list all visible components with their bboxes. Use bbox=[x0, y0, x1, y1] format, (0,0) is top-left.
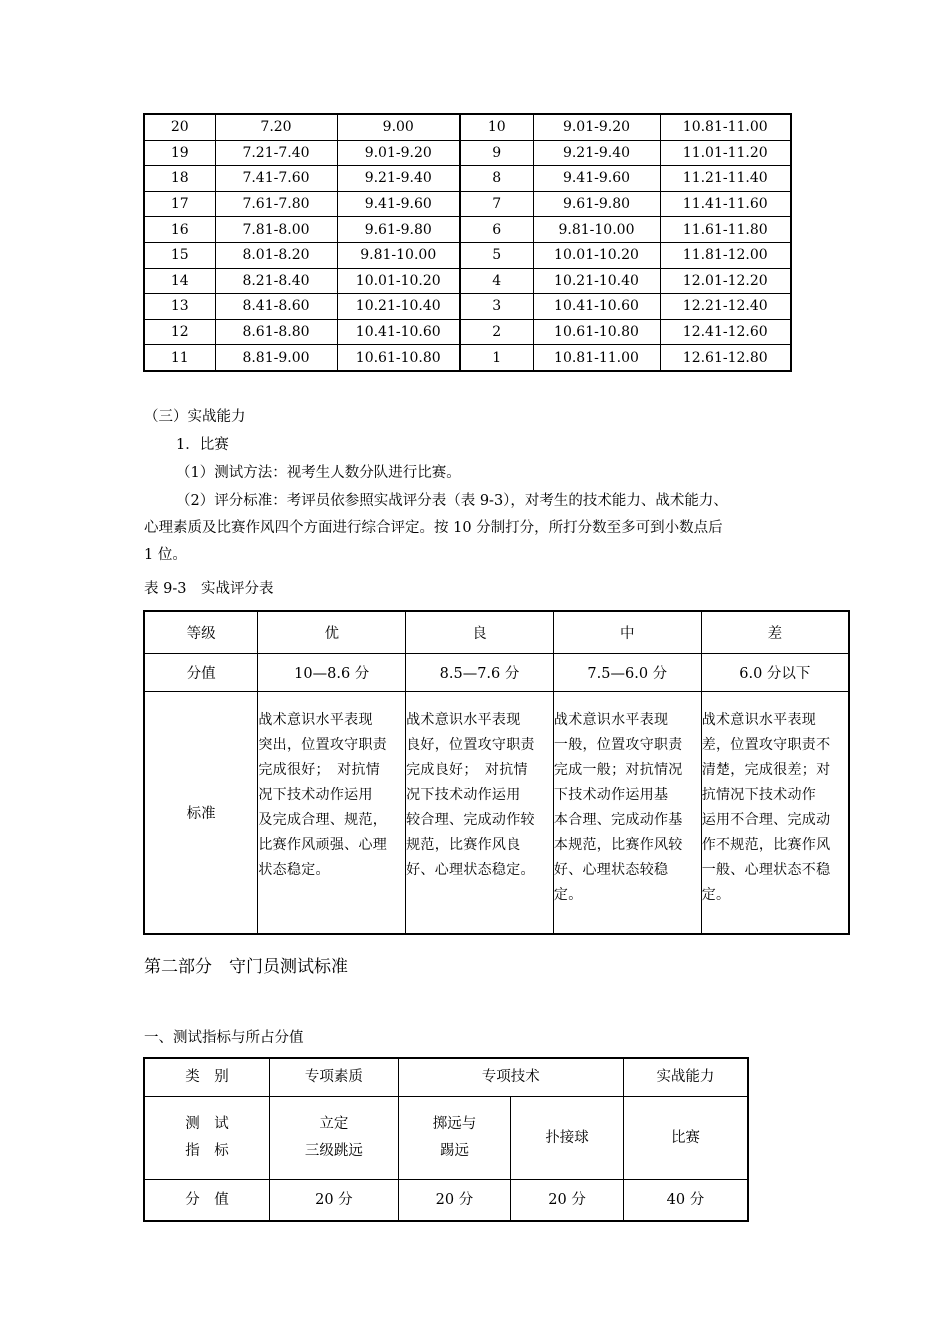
score-cell: 12.01-12.20 bbox=[660, 268, 791, 294]
standard-good bbox=[406, 692, 554, 935]
standard-line: 战术意识水平表现 bbox=[406, 712, 521, 728]
standard-line: 一般，位置攻守职责 bbox=[553, 737, 683, 753]
test-method: （1）测试方法：视考生人数分队进行比赛。 bbox=[176, 465, 461, 481]
standard-line: 运用不合理、完成动 bbox=[701, 812, 831, 828]
score-cell: 10.41-10.60 bbox=[337, 319, 460, 345]
gk-row-indicators bbox=[144, 1097, 748, 1180]
score-cell: 18 bbox=[144, 166, 215, 192]
throw-kick-cell bbox=[398, 1097, 511, 1180]
score-cell: 5 bbox=[460, 242, 533, 268]
throw-kick-line-1: 掷远与 bbox=[432, 1116, 477, 1132]
criteria-line-3: 1 位。 bbox=[144, 547, 187, 563]
part2-sub-heading: 一、测试指标与所占分值 bbox=[144, 1030, 304, 1046]
standard-line: 战术意识水平表现 bbox=[258, 712, 373, 728]
score-cell: 8.41-8.60 bbox=[215, 294, 337, 320]
score-cell: 10.01-10.20 bbox=[533, 242, 660, 268]
score-medium: 7.5—6.0 分 bbox=[553, 654, 701, 692]
standard-line: 本合理、完成动作基 bbox=[553, 812, 683, 828]
standard-line: 比赛作风顽强、心理 bbox=[258, 837, 388, 853]
standard-line: 抗情况下技术动作 bbox=[701, 787, 817, 803]
score-cell: 10.21-10.40 bbox=[533, 268, 660, 294]
score-cell: 7.61-7.80 bbox=[215, 191, 337, 217]
score-cell: 12.21-12.40 bbox=[660, 294, 791, 320]
standard-line: 差，位置攻守职责不 bbox=[701, 737, 831, 753]
score-row bbox=[144, 294, 791, 320]
score-cell: 10.61-10.80 bbox=[533, 319, 660, 345]
score-cell: 11.61-11.80 bbox=[660, 217, 791, 243]
score-row bbox=[144, 166, 791, 192]
score-cell: 7.21-7.40 bbox=[215, 140, 337, 166]
standard-label: 标准 bbox=[144, 692, 258, 935]
gk-score-label: 分 值 bbox=[144, 1180, 270, 1222]
score-row bbox=[144, 114, 791, 140]
standard-line: 及完成合理、规范， bbox=[258, 812, 388, 828]
score-cell: 1 bbox=[460, 345, 533, 371]
standing-jump-line-2: 三级跳远 bbox=[304, 1143, 363, 1159]
score-good: 8.5—7.6 分 bbox=[406, 654, 554, 692]
score-row bbox=[144, 217, 791, 243]
standard-medium bbox=[553, 692, 701, 935]
rating-standard-row bbox=[144, 692, 849, 935]
score-cell: 12.61-12.80 bbox=[660, 345, 791, 371]
score-cell: 9.00 bbox=[337, 114, 460, 140]
standard-line: 一般、心理状态不稳 bbox=[701, 862, 831, 878]
score-cell: 9.81-10.00 bbox=[533, 217, 660, 243]
test-indicator-line-1: 测 试 bbox=[185, 1116, 229, 1132]
score-cell: 12.41-12.60 bbox=[660, 319, 791, 345]
score-cell: 13 bbox=[144, 294, 215, 320]
score-cell: 9.41-9.60 bbox=[337, 191, 460, 217]
gk-score-throw: 20 分 bbox=[398, 1180, 511, 1222]
grade-medium: 中 bbox=[553, 611, 701, 654]
score-cell: 8.61-8.80 bbox=[215, 319, 337, 345]
standard-line: 况下技术动作运用 bbox=[406, 787, 521, 803]
score-cell: 9.81-10.00 bbox=[337, 242, 460, 268]
standard-line: 下技术动作运用基 bbox=[553, 787, 669, 803]
score-cell: 11 bbox=[144, 345, 215, 371]
standard-line: 况下技术动作运用 bbox=[258, 787, 373, 803]
throw-kick-line-2: 踢远 bbox=[439, 1143, 469, 1159]
standard-line: 突出，位置攻守职责 bbox=[258, 737, 388, 753]
score-row bbox=[144, 242, 791, 268]
score-cell: 8 bbox=[460, 166, 533, 192]
standard-excellent bbox=[258, 692, 406, 935]
score-cell: 16 bbox=[144, 217, 215, 243]
score-cell: 9 bbox=[460, 140, 533, 166]
standard-line: 战术意识水平表现 bbox=[553, 712, 669, 728]
section3-sub1: 1．比赛 bbox=[176, 437, 229, 453]
part2-title: 第二部分 守门员测试标准 bbox=[144, 957, 348, 977]
score-cell: 10.61-10.80 bbox=[337, 345, 460, 371]
standard-line: 本规范，比赛作风较 bbox=[553, 837, 683, 853]
section3-heading: （三）实战能力 bbox=[144, 409, 246, 425]
score-cell: 17 bbox=[144, 191, 215, 217]
score-cell: 9.41-9.60 bbox=[533, 166, 660, 192]
score-cell: 10.01-10.20 bbox=[337, 268, 460, 294]
standard-line: 完成很好； 对抗情 bbox=[258, 762, 381, 778]
standard-line: 完成一般；对抗情况 bbox=[553, 762, 683, 778]
score-cell: 10.81-11.00 bbox=[660, 114, 791, 140]
standard-poor bbox=[701, 692, 849, 935]
score-cell: 20 bbox=[144, 114, 215, 140]
standard-line: 战术意识水平表现 bbox=[701, 712, 817, 728]
score-cell: 7 bbox=[460, 191, 533, 217]
score-cell: 9.21-9.40 bbox=[533, 140, 660, 166]
score-row bbox=[144, 268, 791, 294]
score-cell: 10 bbox=[460, 114, 533, 140]
grade-label: 等级 bbox=[144, 611, 258, 654]
score-cell: 19 bbox=[144, 140, 215, 166]
standard-line: 定。 bbox=[701, 887, 731, 903]
grade-poor: 差 bbox=[701, 611, 849, 654]
score-cell: 3 bbox=[460, 294, 533, 320]
score-cell: 7.20 bbox=[215, 114, 337, 140]
score-cell: 8.01-8.20 bbox=[215, 242, 337, 268]
score-excellent: 10—8.6 分 bbox=[258, 654, 406, 692]
score-cell: 9.21-9.40 bbox=[337, 166, 460, 192]
category-label: 类 别 bbox=[144, 1058, 270, 1097]
score-cell: 4 bbox=[460, 268, 533, 294]
standard-line: 好、心理状态稳定。 bbox=[406, 862, 535, 878]
score-cell: 8.21-8.40 bbox=[215, 268, 337, 294]
gk-score-match: 40 分 bbox=[623, 1180, 748, 1222]
match-cell: 比赛 bbox=[623, 1097, 748, 1180]
score-cell: 6 bbox=[460, 217, 533, 243]
score-table bbox=[143, 113, 792, 372]
standard-line: 规范，比赛作风良 bbox=[406, 837, 521, 853]
score-row bbox=[144, 345, 791, 371]
score-table-body bbox=[144, 114, 791, 371]
standard-line: 完成良好； 对抗情 bbox=[406, 762, 528, 778]
score-cell: 10.21-10.40 bbox=[337, 294, 460, 320]
score-row bbox=[144, 140, 791, 166]
standard-line: 好、心理状态较稳 bbox=[553, 862, 669, 878]
standard-line: 状态稳定。 bbox=[258, 862, 330, 878]
score-cell: 10.41-10.60 bbox=[533, 294, 660, 320]
score-cell: 14 bbox=[144, 268, 215, 294]
gk-row-scores bbox=[144, 1180, 748, 1222]
catch-ball-cell: 扑接球 bbox=[511, 1097, 624, 1180]
standing-jump-cell bbox=[270, 1097, 399, 1180]
score-cell: 7.41-7.60 bbox=[215, 166, 337, 192]
score-poor: 6.0 分以下 bbox=[701, 654, 849, 692]
score-cell: 11.81-12.00 bbox=[660, 242, 791, 268]
score-label: 分值 bbox=[144, 654, 258, 692]
goalkeeper-table bbox=[143, 1057, 749, 1222]
score-cell: 7.81-8.00 bbox=[215, 217, 337, 243]
score-cell: 11.41-11.60 bbox=[660, 191, 791, 217]
rating-header-row bbox=[144, 611, 849, 654]
standing-jump-line-1: 立定 bbox=[319, 1116, 349, 1132]
score-cell: 11.01-11.20 bbox=[660, 140, 791, 166]
criteria-line-2: 心理素质及比赛作风四个方面进行综合评定。按 10 分制打分，所打分数至多可到小数点后 bbox=[144, 520, 723, 536]
standard-line: 清楚，完成很差；对 bbox=[701, 762, 831, 778]
gk-row-category bbox=[144, 1058, 748, 1097]
test-indicator-line-2: 指 标 bbox=[185, 1143, 229, 1159]
gk-score-catch: 20 分 bbox=[511, 1180, 624, 1222]
standard-line: 较合理、完成动作较 bbox=[406, 812, 535, 828]
test-indicator-label bbox=[144, 1097, 270, 1180]
score-cell: 9.61-9.80 bbox=[533, 191, 660, 217]
rating-table-caption: 表 9-3 实战评分表 bbox=[144, 581, 274, 597]
standard-line: 良好，位置攻守职责 bbox=[406, 737, 535, 753]
gk-score-quality: 20 分 bbox=[270, 1180, 399, 1222]
special-skill-header: 专项技术 bbox=[398, 1058, 623, 1097]
score-cell: 15 bbox=[144, 242, 215, 268]
score-cell: 2 bbox=[460, 319, 533, 345]
rating-table bbox=[143, 610, 850, 935]
rating-score-row bbox=[144, 654, 849, 692]
score-cell: 9.01-9.20 bbox=[337, 140, 460, 166]
special-quality-header: 专项素质 bbox=[270, 1058, 399, 1097]
score-cell: 10.81-11.00 bbox=[533, 345, 660, 371]
standard-line: 作不规范，比赛作风 bbox=[701, 837, 831, 853]
score-cell: 12 bbox=[144, 319, 215, 345]
score-cell: 11.21-11.40 bbox=[660, 166, 791, 192]
criteria-line-1: （2）评分标准：考评员依参照实战评分表（表 9-3），对考生的技术能力、战术能力、 bbox=[176, 493, 728, 509]
score-cell: 9.01-9.20 bbox=[533, 114, 660, 140]
score-row bbox=[144, 191, 791, 217]
score-cell: 9.61-9.80 bbox=[337, 217, 460, 243]
standard-line: 定。 bbox=[553, 887, 583, 903]
grade-good: 良 bbox=[406, 611, 554, 654]
score-cell: 8.81-9.00 bbox=[215, 345, 337, 371]
score-row bbox=[144, 319, 791, 345]
combat-header: 实战能力 bbox=[623, 1058, 748, 1097]
grade-excellent: 优 bbox=[258, 611, 406, 654]
